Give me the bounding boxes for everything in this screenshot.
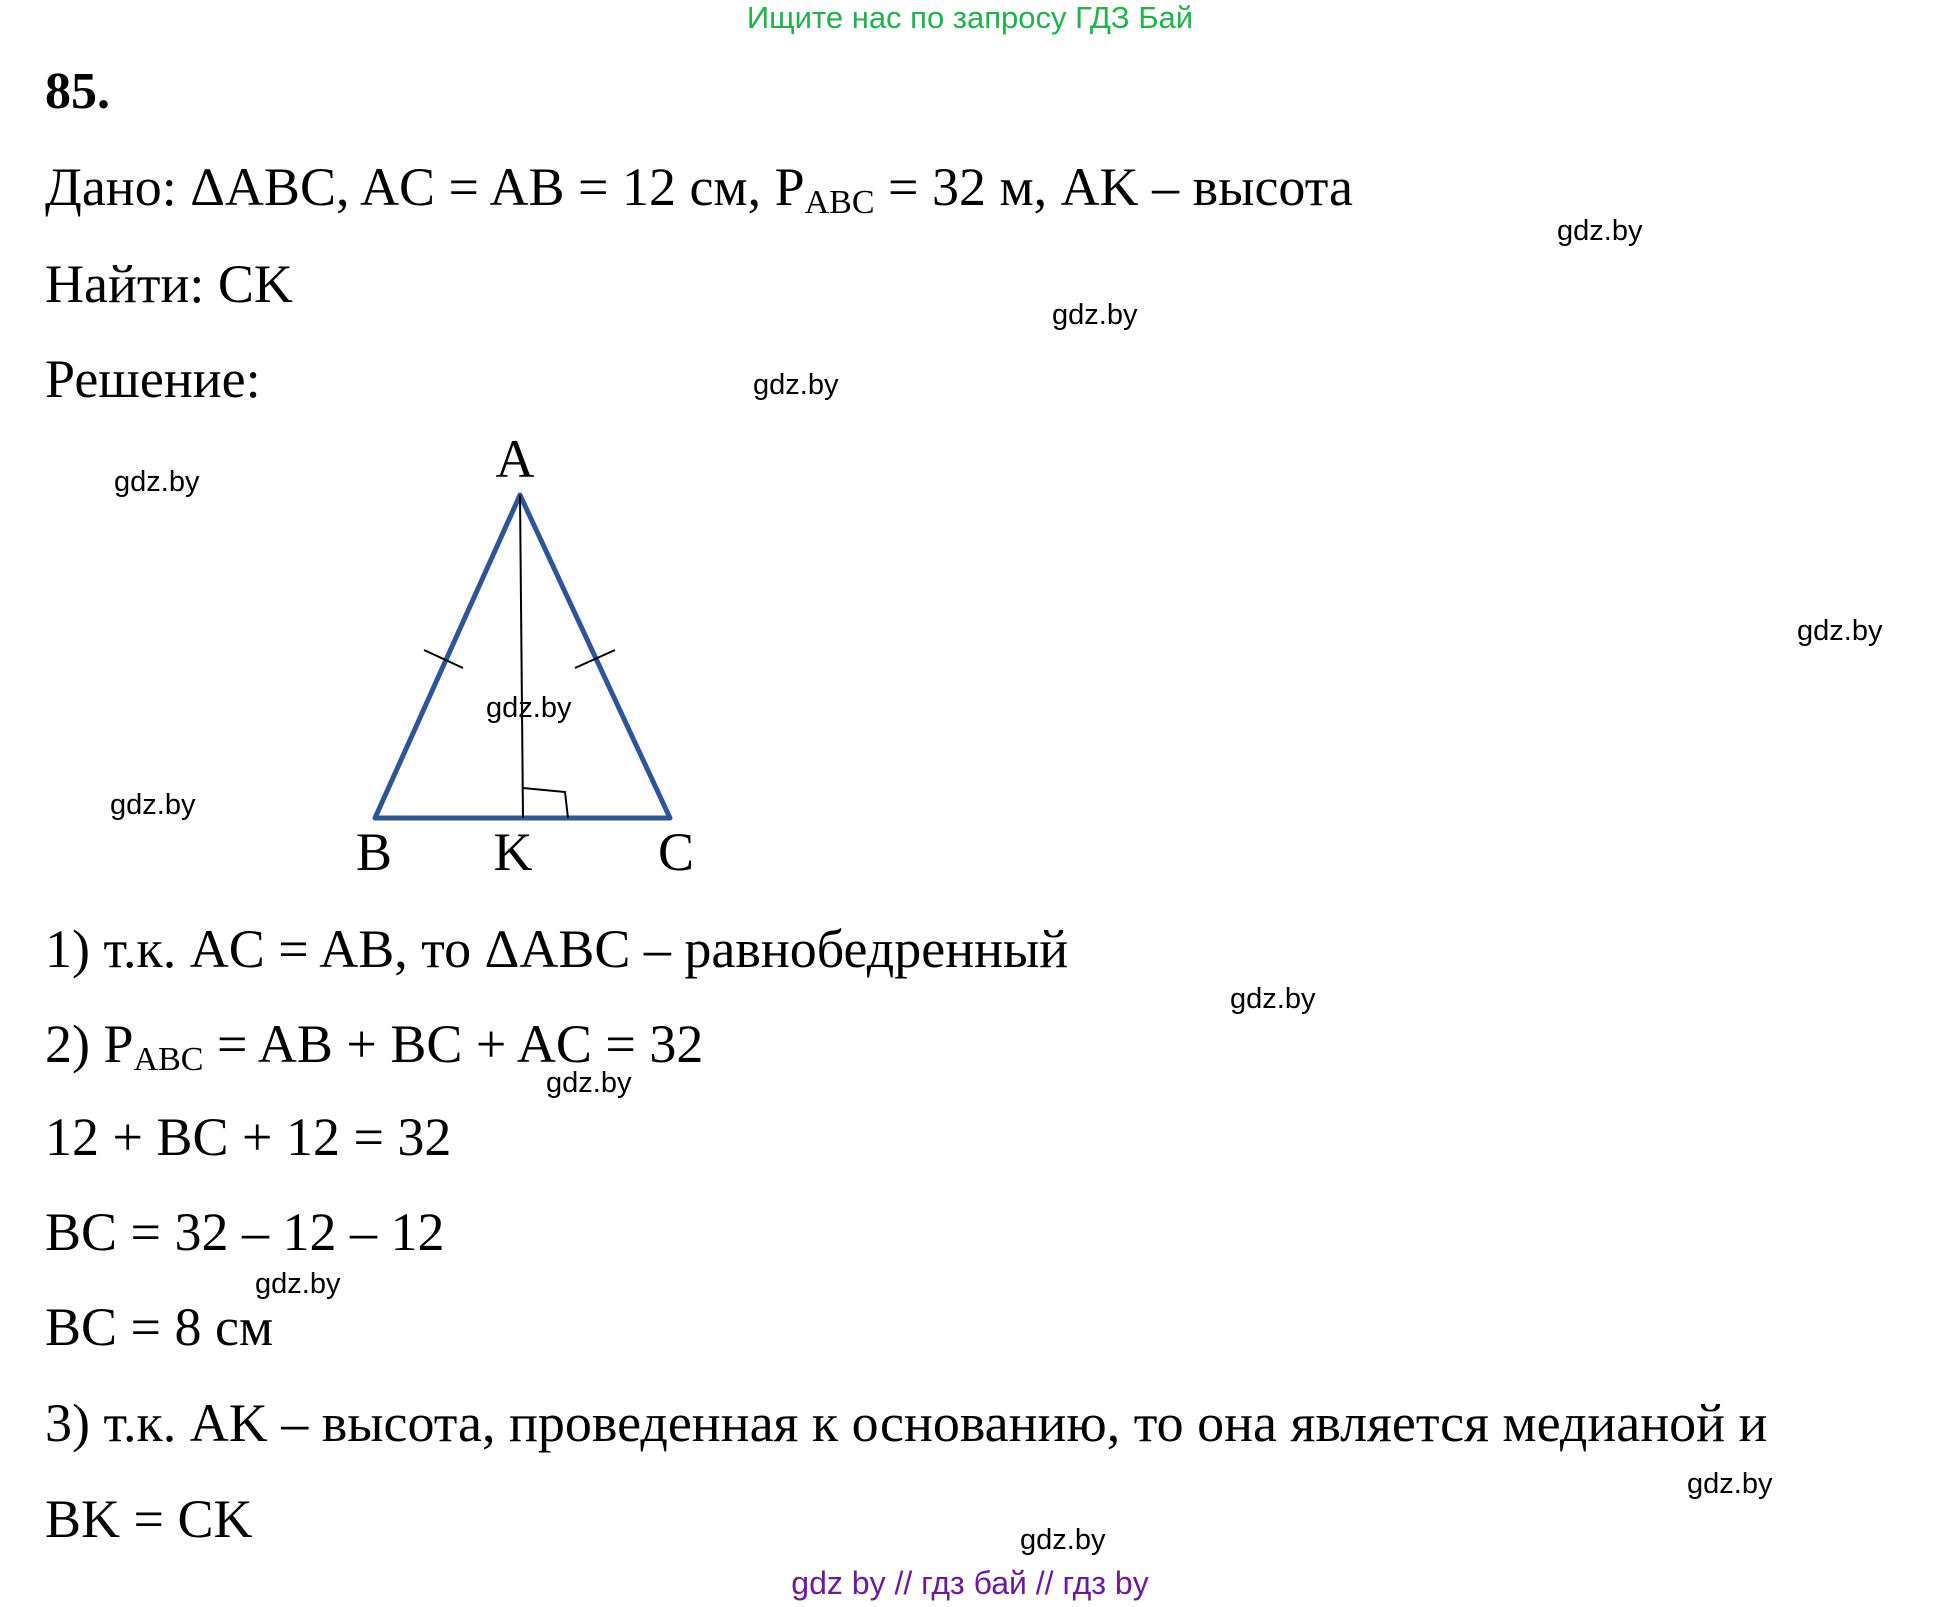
step-equation-1: 12 + BC + 12 = 32 [45, 1107, 452, 1167]
step-2-suffix: = AB + BC + AC = 32 [203, 1014, 704, 1074]
watermark: gdz.by [1052, 299, 1138, 331]
step-equation-2: BC = 32 – 12 – 12 [45, 1202, 445, 1262]
vertex-label-b: B [355, 822, 393, 880]
watermark: gdz.by [753, 369, 839, 401]
watermark: gdz.by [110, 789, 196, 821]
solution-label: Решение: [45, 349, 261, 409]
vertex-label-a: A [495, 440, 535, 489]
step-2-subscript: ABC [133, 1041, 204, 1078]
watermark: gdz.by [1020, 1524, 1106, 1556]
watermark: gdz.by [1557, 215, 1643, 247]
answer-line: BK = CK [45, 1489, 253, 1549]
point-label-k: K [493, 822, 533, 880]
step-2 [45, 1014, 704, 1078]
step-3: 3) т.к. AK – высота, проведенная к основанию, то она является медианой и [45, 1393, 1768, 1453]
watermark: gdz.by [1687, 1468, 1773, 1500]
watermark: gdz.by [114, 466, 200, 498]
triangle-figure [340, 440, 740, 880]
watermark: gdz.by [486, 692, 572, 724]
footer-links[interactable]: gdz by // гдз бай // гдз by [791, 1565, 1149, 1601]
given-subscript: ABC [804, 184, 875, 221]
problem-number: 85. [45, 63, 110, 120]
step-2-prefix: 2) P [45, 1014, 134, 1074]
watermark: gdz.by [546, 1067, 632, 1099]
step-1: 1) т.к. AC = AB, то ΔABC – равнобедренный [45, 919, 1069, 979]
watermark: gdz.by [255, 1268, 341, 1300]
watermark: gdz.by [1797, 615, 1883, 647]
search-banner[interactable]: Ищите нас по запросу ГДЗ Бай [746, 0, 1194, 35]
altitude-ak [520, 495, 523, 818]
given-suffix: = 32 м, AK – высота [874, 157, 1353, 217]
right-angle-mark [523, 788, 568, 818]
watermark: gdz.by [1230, 983, 1316, 1015]
vertex-label-c: C [657, 822, 695, 880]
step-equation-3: BC = 8 см [45, 1297, 274, 1357]
given-line [45, 157, 1353, 221]
given-prefix: Дано: ΔABC, AC = AB = 12 см, P [45, 157, 805, 217]
find-line: Найти: CK [45, 254, 293, 314]
